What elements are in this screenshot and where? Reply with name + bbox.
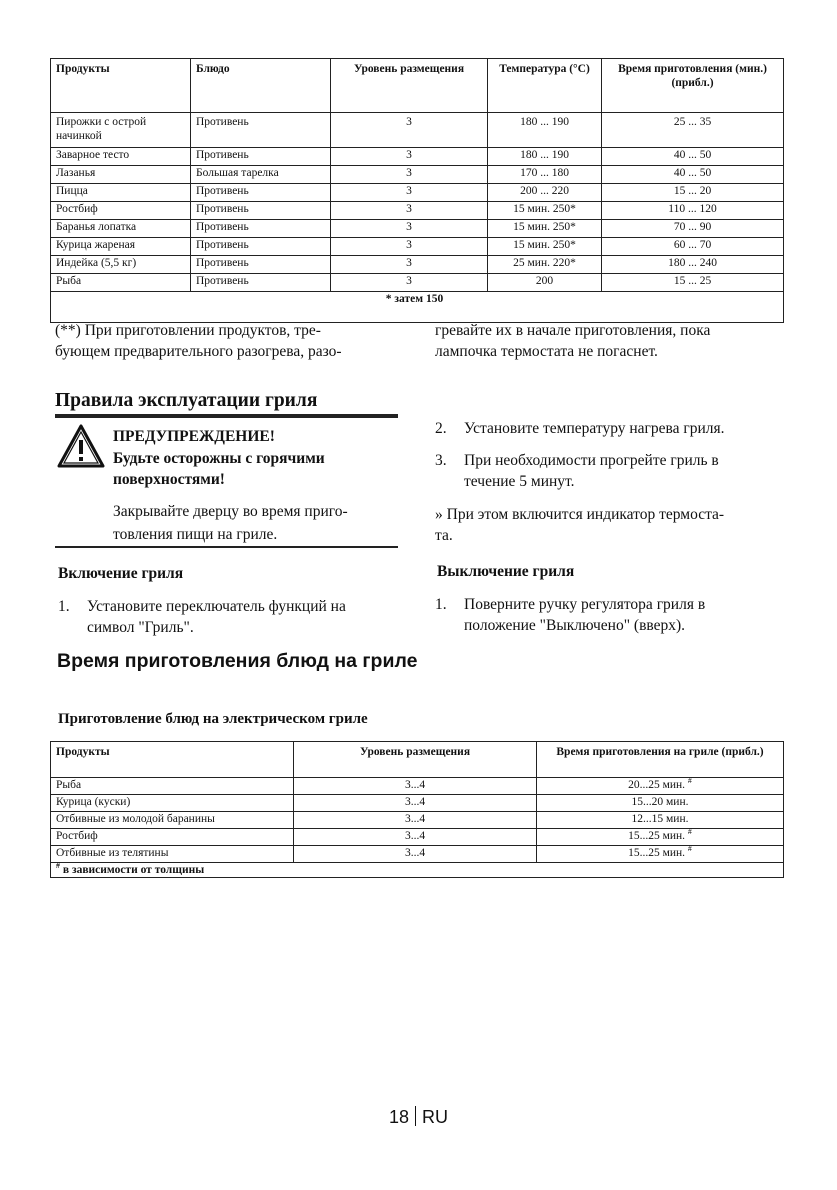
cell-dish: Большая тарелка [191, 166, 331, 184]
step-3-text: При необходимости прогрейте гриль в течение 5 минут. [464, 452, 719, 490]
grill-off-title: Выключение гриля [437, 563, 575, 580]
step-2-text: Установите температуру нагрева гриля. [464, 420, 725, 437]
cell-temperature: 25 мин. 220* [488, 256, 602, 274]
grill-table [50, 741, 784, 878]
preheat-note-right: гревайте их в начале приготовления, пока лампочка термостата не погаснет. [435, 322, 711, 360]
cell-temperature: 200 ... 220 [488, 184, 602, 202]
step-3-number: 3. [435, 452, 447, 469]
cell-temperature: 170 ... 180 [488, 166, 602, 184]
table-note-row [51, 292, 784, 323]
grill-time-value: 20...25 мин. [628, 779, 686, 791]
off-step-1-number: 1. [435, 596, 447, 613]
table-row [51, 778, 784, 795]
cell-level: 3 [331, 148, 488, 166]
header-dish: Блюдо [191, 59, 331, 113]
step-3 [435, 450, 795, 494]
header-level: Уровень размещения [331, 59, 488, 113]
table-row [51, 238, 784, 256]
table-row [51, 113, 784, 148]
grill-rules-title: Правила эксплуатации гриля [55, 390, 398, 416]
grill-header-level: Уровень размещения [294, 742, 537, 778]
cell-level: 3 [331, 113, 488, 148]
off-step-1 [435, 594, 795, 638]
cell-level: 3 [331, 256, 488, 274]
baking-table-body [51, 113, 784, 323]
cell-level: 3 [331, 184, 488, 202]
cell-level: 3 [331, 220, 488, 238]
warning-triangle-icon [57, 424, 105, 468]
cell-product: Баранья лопатка [51, 220, 191, 238]
grill-times-title: Время приготовления блюд на гриле [57, 650, 418, 672]
grill-cell-time [537, 829, 784, 846]
grill-cell-time [537, 846, 784, 863]
cell-product: Пицца [51, 184, 191, 202]
cell-time: 40 ... 50 [602, 148, 784, 166]
warning-box [55, 416, 398, 548]
table-row [51, 220, 784, 238]
cell-product: Индейка (5,5 кг) [51, 256, 191, 274]
table-row [51, 829, 784, 846]
grill-cell-time [537, 795, 784, 812]
page-language: RU [422, 1107, 449, 1127]
cell-time: 70 ... 90 [602, 220, 784, 238]
cell-time: 15 ... 25 [602, 274, 784, 292]
grill-cell-level: 3...4 [294, 778, 537, 795]
footnote-mark: # [687, 776, 692, 786]
cell-time: 40 ... 50 [602, 166, 784, 184]
cell-dish: Противень [191, 256, 331, 274]
step-2-number: 2. [435, 420, 447, 437]
grill-header-time: Время приготовления на гриле (прибл.) [537, 742, 784, 778]
cell-dish: Противень [191, 113, 331, 148]
preheat-note-left: (**) При приготовлении продуктов, тре- бующем предварительного разогрева, разо- [55, 322, 342, 360]
header-time: Время приготовления (мин.) (прибл.) [602, 59, 784, 113]
table-note: * затем 150 [51, 292, 784, 323]
cell-time: 110 ... 120 [602, 202, 784, 220]
cell-product: Рыба [51, 274, 191, 292]
grill-cell-time [537, 812, 784, 829]
cell-level: 3 [331, 238, 488, 256]
step-1-number: 1. [58, 598, 70, 615]
warning-title: ПРЕДУПРЕЖДЕНИЕ! [113, 428, 275, 445]
grill-cell-product: Курица (куски) [51, 795, 294, 812]
grill-cell-product: Отбивные из телятины [51, 846, 294, 863]
grill-cell-product: Отбивные из молодой баранины [51, 812, 294, 829]
footnote-mark: # [687, 827, 692, 837]
warning-text: Закрывайте дверцу во время приго- товления пищи на гриле. [113, 503, 348, 543]
page-number [0, 1106, 837, 1128]
step-2 [435, 418, 795, 440]
cell-time: 60 ... 70 [602, 238, 784, 256]
table-row [51, 148, 784, 166]
cell-level: 3 [331, 274, 488, 292]
cell-time: 180 ... 240 [602, 256, 784, 274]
cell-dish: Противень [191, 220, 331, 238]
cell-dish: Противень [191, 202, 331, 220]
cell-temperature: 15 мин. 250* [488, 202, 602, 220]
grill-time-value: 15...20 мин. [631, 796, 689, 808]
page-number-value: 18 [388, 1107, 410, 1127]
grill-cell-level: 3...4 [294, 846, 537, 863]
cell-product: Ростбиф [51, 202, 191, 220]
header-temperature: Температура (°C) [488, 59, 602, 113]
grill-times-subtitle: Приготовление блюд на электрическом гриле [58, 711, 368, 727]
cell-product: Лазанья [51, 166, 191, 184]
thermostat-result: » При этом включится индикатор термоста- та. [435, 506, 725, 544]
step-1-text: Установите переключатель функций на символ "Гриль". [87, 598, 346, 636]
off-step-1-text: Поверните ручку регулятора гриля в положение "Выключено" (вверх). [464, 596, 706, 634]
grill-cell-time [537, 778, 784, 795]
grill-time-value: 12...15 мин. [631, 813, 689, 825]
cell-product: Пирожки с острой начинкой [51, 113, 191, 148]
cell-time: 25 ... 35 [602, 113, 784, 148]
grill-header-products: Продукты [51, 742, 294, 778]
cell-level: 3 [331, 166, 488, 184]
footnote-mark: # [687, 844, 692, 854]
grill-time-value: 15...25 мин. [628, 847, 686, 859]
table-row [51, 166, 784, 184]
table-row [51, 202, 784, 220]
grill-table-body [51, 778, 784, 878]
grill-cell-level: 3...4 [294, 829, 537, 846]
cell-temperature: 180 ... 190 [488, 148, 602, 166]
grill-table-header [51, 742, 784, 778]
footnote-mark: # [56, 861, 60, 871]
cell-dish: Противень [191, 184, 331, 202]
cell-temperature: 200 [488, 274, 602, 292]
grill-note-text: в зависимости от толщины [60, 864, 205, 876]
page-separator [415, 1106, 416, 1126]
grill-note [51, 863, 784, 878]
cell-temperature: 180 ... 190 [488, 113, 602, 148]
grill-note-row [51, 863, 784, 878]
cell-dish: Противень [191, 238, 331, 256]
table-row [51, 846, 784, 863]
baking-table [50, 58, 784, 323]
header-products: Продукты [51, 59, 191, 113]
table-row [51, 795, 784, 812]
cell-level: 3 [331, 202, 488, 220]
grill-cell-product: Рыба [51, 778, 294, 795]
cell-temperature: 15 мин. 250* [488, 220, 602, 238]
table-row [51, 812, 784, 829]
table-row [51, 274, 784, 292]
cell-product: Заварное тесто [51, 148, 191, 166]
grill-cell-product: Ростбиф [51, 829, 294, 846]
cell-time: 15 ... 20 [602, 184, 784, 202]
table-row [51, 184, 784, 202]
warning-subtitle: Будьте осторожны с горячими поверхностями! [113, 450, 325, 488]
grill-on-title: Включение гриля [58, 565, 184, 582]
step-1 [58, 596, 418, 640]
cell-product: Курица жареная [51, 238, 191, 256]
cell-temperature: 15 мин. 250* [488, 238, 602, 256]
grill-cell-level: 3...4 [294, 812, 537, 829]
baking-table-header [51, 59, 784, 113]
cell-dish: Противень [191, 274, 331, 292]
cell-dish: Противень [191, 148, 331, 166]
grill-cell-level: 3...4 [294, 795, 537, 812]
grill-time-value: 15...25 мин. [628, 830, 686, 842]
table-row [51, 256, 784, 274]
